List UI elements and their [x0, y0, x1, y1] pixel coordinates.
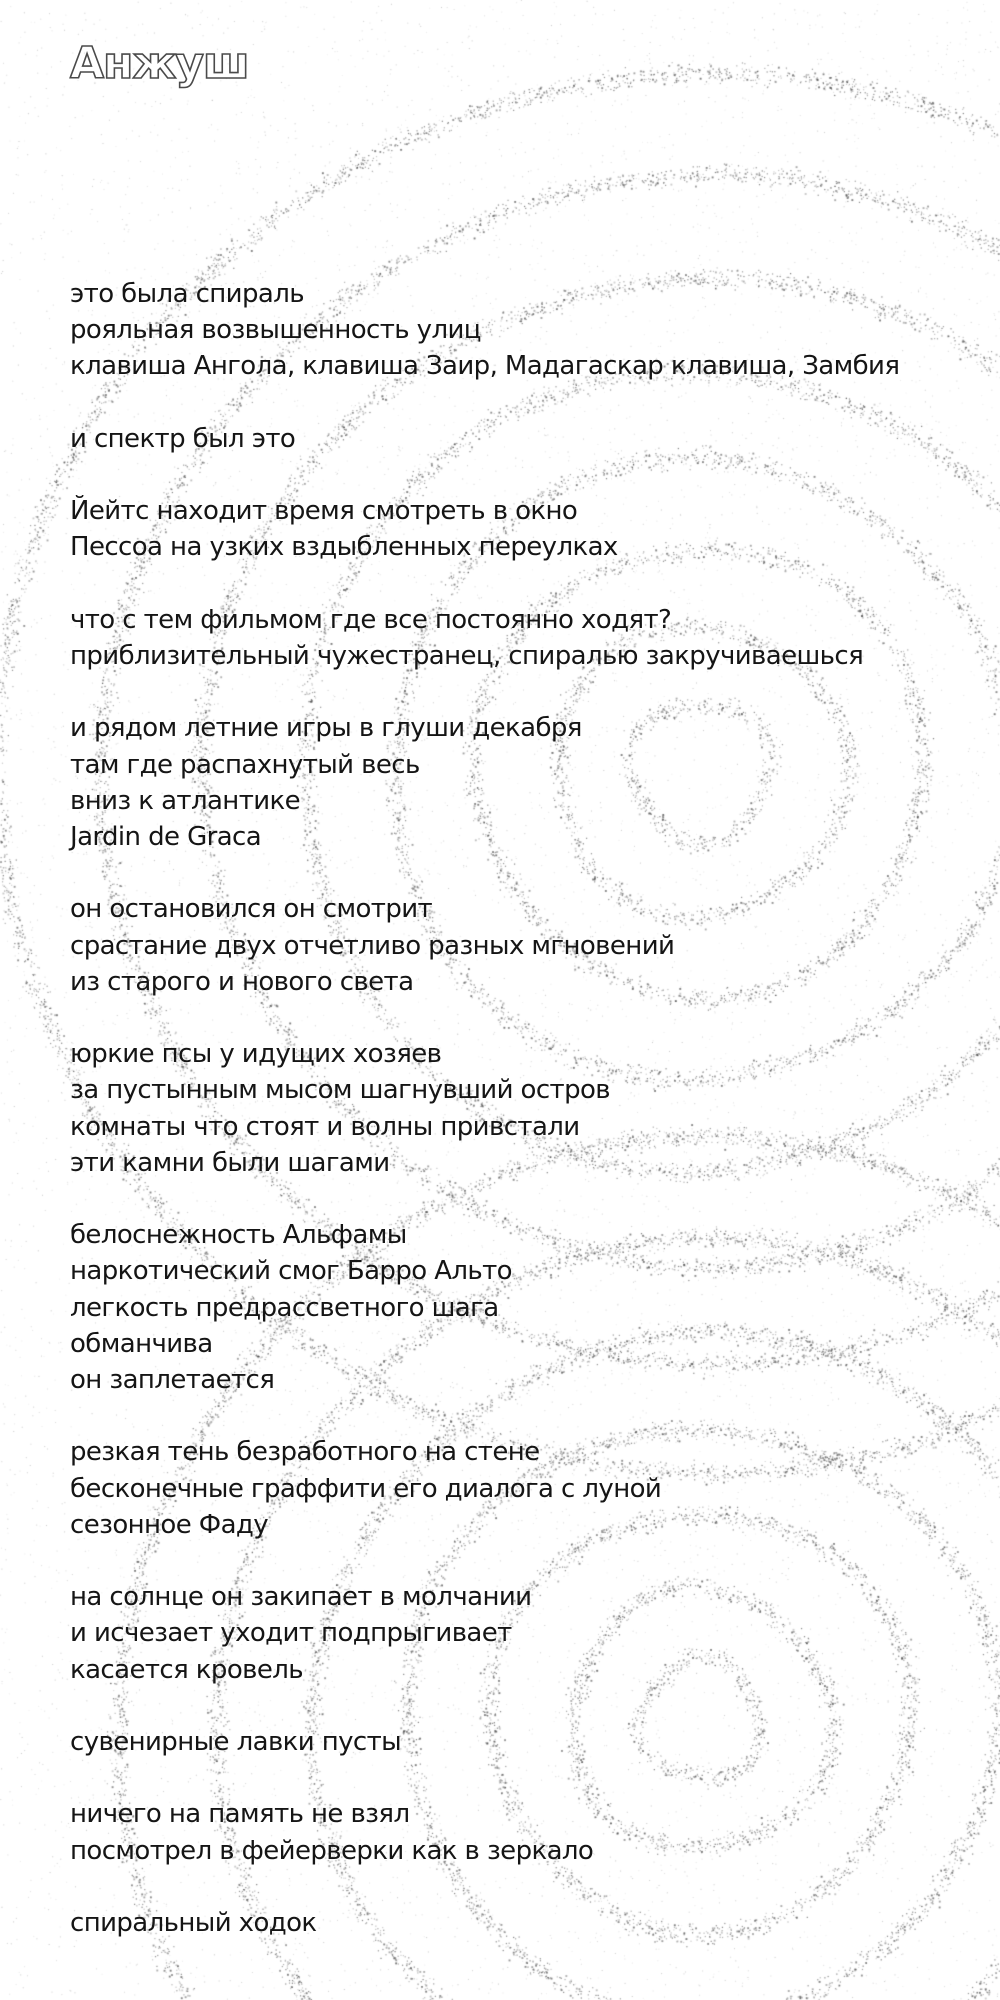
stanza	[70, 891, 970, 1000]
poem-line: срастание двух отчетливо разных мгновений	[70, 930, 675, 961]
poem-line: из старого и нового света	[70, 966, 414, 997]
poem-line: на солнце он закипает в молчании	[70, 1582, 532, 1613]
poem-line: резкая тень безработного на стене	[70, 1437, 540, 1468]
poem-body	[70, 276, 970, 1977]
stanza	[70, 421, 970, 457]
poem-line: ничего на память не взял	[70, 1799, 410, 1830]
stanza	[70, 1796, 970, 1868]
poem-line: легкость предрассветного шага	[70, 1292, 499, 1323]
poem-line: это была спираль	[70, 279, 304, 309]
stanza	[70, 1579, 970, 1688]
poem-line: он остановился он смотрит	[70, 894, 433, 925]
poem-line: спиральный ходок	[70, 1907, 317, 1938]
poem-line: Йейтс находит время смотреть в окно	[70, 496, 578, 527]
author-title: Анжуш	[70, 38, 249, 89]
poem-line: касается кровель	[70, 1654, 303, 1685]
stanza	[70, 276, 970, 385]
poem-line: сезонное Фаду	[70, 1509, 269, 1540]
poem-line: юркие псы у идущих хозяев	[70, 1039, 442, 1070]
poem-line: комнаты что стоят и волны привстали	[70, 1111, 580, 1142]
poem-line: за пустынным мысом шагнувший остров	[70, 1075, 611, 1106]
stanza	[70, 1724, 970, 1760]
poem-line: белоснежность Альфамы	[70, 1220, 407, 1251]
poem-line: посмотрел в фейерверки как в зеркало	[70, 1835, 594, 1866]
poem-line: клавиша Ангола, клавиша Заир, Мадагаскар клавиша, Замбия	[70, 351, 900, 382]
stanza	[70, 1036, 970, 1181]
poem-line: наркотический смог Барро Альто	[70, 1256, 512, 1287]
stanza	[70, 710, 970, 855]
poem-line: что с тем фильмом где все постоянно ходят?	[70, 604, 672, 635]
poem-line: бесконечные граффити его диалога с луной	[70, 1473, 662, 1504]
poem-line: рояльная возвышенность улиц	[70, 315, 481, 346]
poem-line: там где распахнутый весь	[70, 749, 420, 780]
poem-line: он заплетается	[70, 1364, 275, 1395]
stanza	[70, 1434, 970, 1543]
stanza	[70, 1217, 970, 1398]
poem-line: и рядом летние игры в глуши декабря	[70, 713, 582, 744]
stanza	[70, 602, 970, 674]
poem-line: эти камни были шагами	[70, 1147, 390, 1178]
poem-line: Jardin de Graca	[70, 821, 262, 852]
stanza	[70, 493, 970, 565]
poem-line: обманчива	[70, 1328, 213, 1359]
poem-line: Пессоа на узких вздыбленных переулках	[70, 532, 618, 563]
stanza	[70, 1905, 970, 1941]
poem-line: и спектр был это	[70, 423, 296, 454]
poem-line: сувенирные лавки пусты	[70, 1726, 402, 1757]
poem-line: приблизительный чужестранец, спиралью закручиваешься	[70, 640, 864, 671]
poem-line: вниз к атлантике	[70, 785, 301, 816]
poem-line: и исчезает уходит подпрыгивает	[70, 1618, 512, 1649]
